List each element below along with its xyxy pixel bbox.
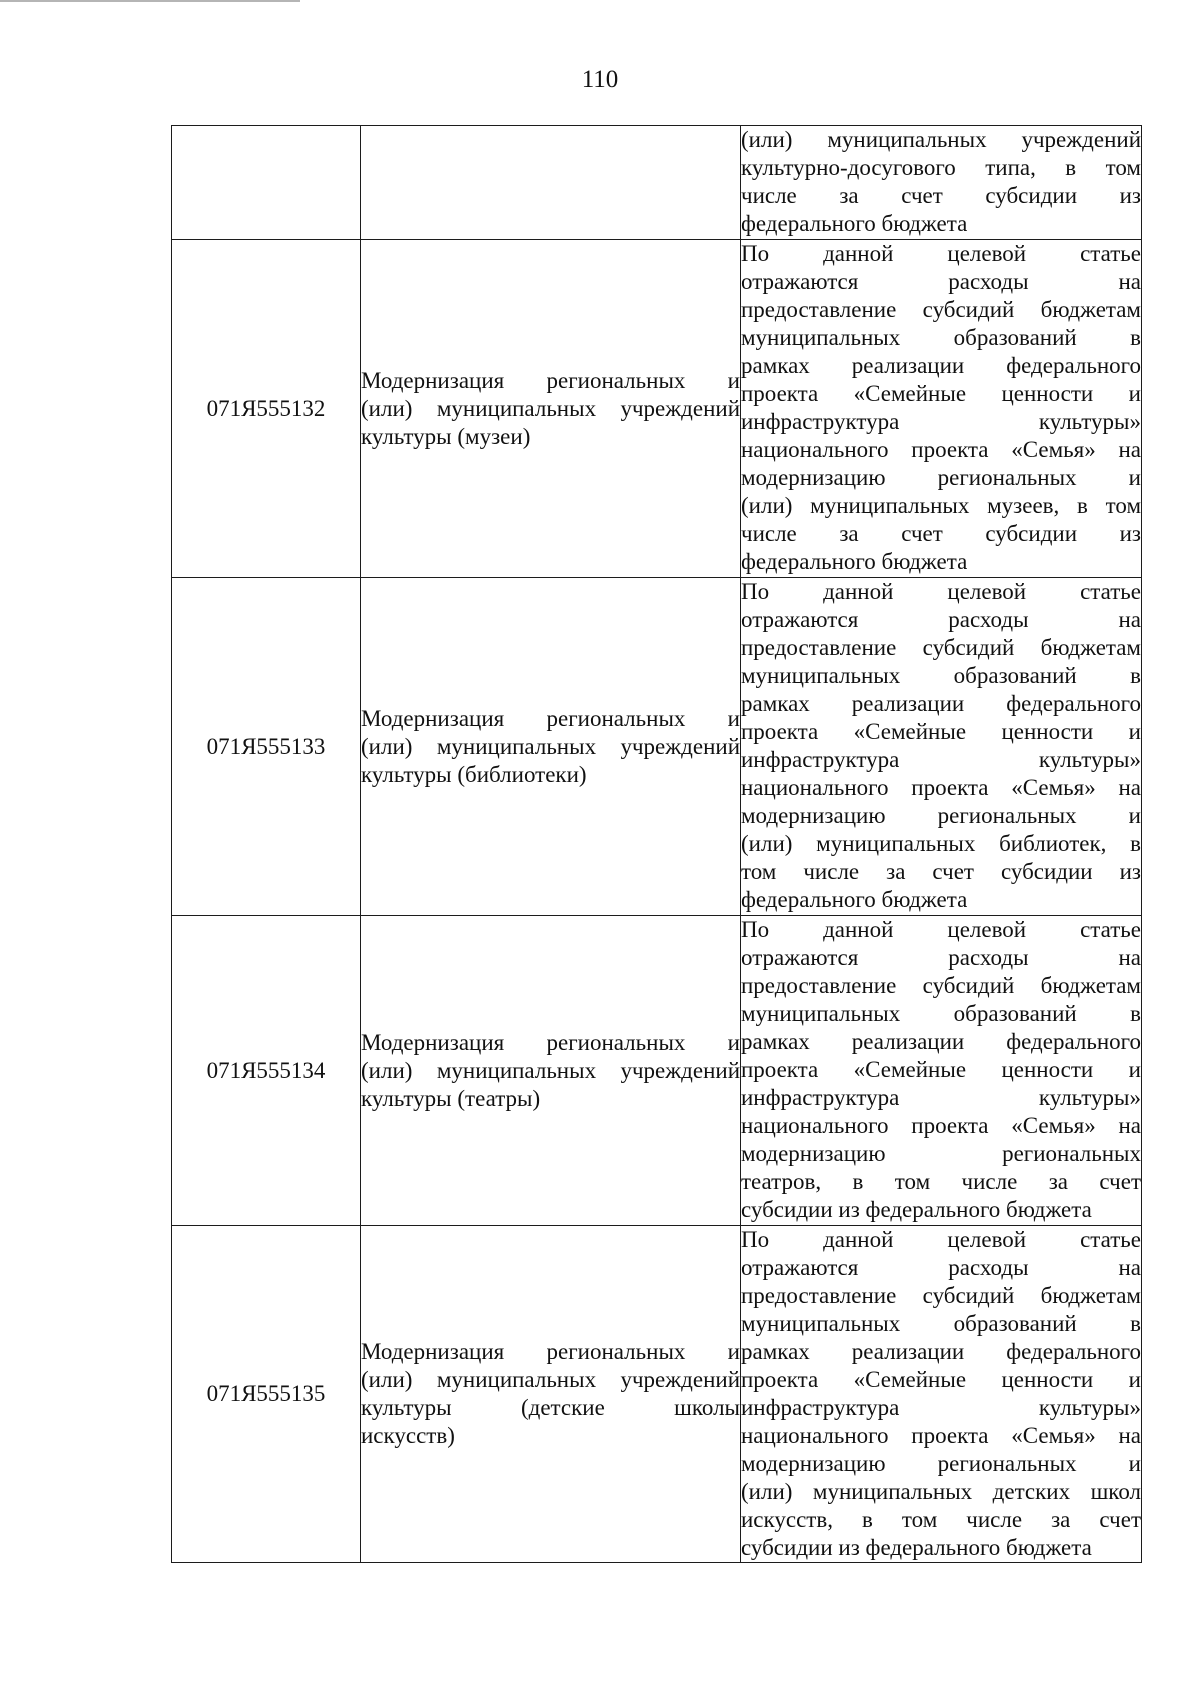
text-line: национального проекта «Семья» на: [741, 1423, 1141, 1448]
text-line: отражаются расходы на: [741, 607, 1141, 632]
table-row: [172, 240, 1142, 578]
text-line: инфраструктура культуры»: [741, 747, 1141, 772]
table-row: [172, 126, 1142, 240]
text-line: национального проекта «Семья» на: [741, 437, 1141, 462]
text-line: рамках реализации федерального: [741, 691, 1141, 716]
text-line: искусств, в том числе за счет: [741, 1507, 1141, 1532]
text-line: числе за счет субсидии из: [741, 521, 1141, 546]
text-line: муниципальных образований в: [741, 325, 1141, 350]
text-line: (или) муниципальных музеев, в том: [741, 493, 1141, 518]
text-line: искусств): [361, 1423, 455, 1448]
table-row: [172, 916, 1142, 1226]
text-line: субсидии из федерального бюджета: [741, 1535, 1092, 1560]
name-cell: [361, 578, 741, 916]
text-line: муниципальных образований в: [741, 1311, 1141, 1336]
text-line: модернизацию региональных и: [741, 803, 1141, 828]
text-line: национального проекта «Семья» на: [741, 1113, 1141, 1138]
text-line: культурно-досугового типа, в том: [741, 155, 1141, 180]
text-line: муниципальных образований в: [741, 663, 1141, 688]
text-line: театров, в том числе за счет: [741, 1169, 1141, 1194]
text-line: Модернизация региональных и: [361, 367, 740, 393]
text-line: отражаются расходы на: [741, 945, 1141, 970]
name-cell: [361, 126, 741, 240]
table-row: [172, 1226, 1142, 1563]
text-line: Модернизация региональных и: [361, 1339, 740, 1364]
text-line: культуры (детские школы: [361, 1395, 740, 1420]
text-line: По данной целевой статье: [741, 241, 1141, 266]
budget-classification-table: [171, 125, 1142, 1563]
text-line: (или) муниципальных учреждений: [361, 1367, 740, 1392]
code-cell: 071Я555133: [172, 578, 361, 916]
text-line: национального проекта «Семья» на: [741, 775, 1141, 800]
text-line: модернизацию региональных и: [741, 465, 1141, 490]
description-cell: [741, 578, 1142, 916]
text-line: проекта «Семейные ценности и: [741, 381, 1141, 406]
text-line: федерального бюджета: [741, 211, 968, 236]
text-line: модернизацию региональных и: [741, 1451, 1141, 1476]
text-line: культуры (театры): [361, 1085, 541, 1111]
code-cell: 071Я555132: [172, 240, 361, 578]
text-line: (или) муниципальных библиотек, в: [741, 831, 1141, 856]
text-line: муниципальных образований в: [741, 1001, 1141, 1026]
text-line: предоставление субсидий бюджетам: [741, 297, 1141, 322]
text-line: предоставление субсидий бюджетам: [741, 635, 1141, 660]
text-line: федерального бюджета: [741, 549, 968, 574]
table-row: [172, 578, 1142, 916]
text-line: проекта «Семейные ценности и: [741, 1057, 1141, 1082]
text-line: культуры (музеи): [361, 423, 531, 449]
text-line: отражаются расходы на: [741, 1255, 1141, 1280]
text-line: (или) муниципальных учреждений: [741, 127, 1141, 152]
text-line: том числе за счет субсидии из: [741, 859, 1141, 884]
text-line: федерального бюджета: [741, 887, 968, 912]
text-line: субсидии из федерального бюджета: [741, 1197, 1092, 1222]
text-line: предоставление субсидий бюджетам: [741, 1283, 1141, 1308]
description-cell: [741, 916, 1142, 1226]
text-line: отражаются расходы на: [741, 269, 1141, 294]
text-line: Модернизация региональных и: [361, 705, 740, 731]
text-line: проекта «Семейные ценности и: [741, 719, 1141, 744]
text-line: инфраструктура культуры»: [741, 1395, 1141, 1420]
name-cell: [361, 1226, 741, 1563]
scan-edge-line: [0, 0, 300, 2]
code-cell: 071Я555134: [172, 916, 361, 1226]
text-line: По данной целевой статье: [741, 579, 1141, 604]
text-line: инфраструктура культуры»: [741, 1085, 1141, 1110]
text-line: рамках реализации федерального: [741, 1029, 1141, 1054]
description-cell: [741, 240, 1142, 578]
text-line: инфраструктура культуры»: [741, 409, 1141, 434]
text-line: (или) муниципальных учреждений: [361, 395, 740, 421]
name-cell: [361, 240, 741, 578]
text-line: проекта «Семейные ценности и: [741, 1367, 1141, 1392]
text-line: рамках реализации федерального: [741, 1339, 1141, 1364]
code-cell: [172, 126, 361, 240]
page-number: 110: [581, 66, 619, 93]
text-line: культуры (библиотеки): [361, 761, 587, 787]
code-cell: 071Я555135: [172, 1226, 361, 1563]
description-cell: [741, 1226, 1142, 1563]
text-line: модернизацию региональных: [741, 1141, 1141, 1166]
text-line: По данной целевой статье: [741, 1227, 1141, 1252]
text-line: (или) муниципальных учреждений: [361, 733, 740, 759]
text-line: рамках реализации федерального: [741, 353, 1141, 378]
text-line: (или) муниципальных детских школ: [741, 1479, 1141, 1504]
text-line: предоставление субсидий бюджетам: [741, 973, 1141, 998]
description-cell: [741, 126, 1142, 240]
text-line: По данной целевой статье: [741, 917, 1141, 942]
name-cell: [361, 916, 741, 1226]
text-line: числе за счет субсидии из: [741, 183, 1141, 208]
text-line: (или) муниципальных учреждений: [361, 1057, 740, 1083]
text-line: Модернизация региональных и: [361, 1029, 740, 1055]
